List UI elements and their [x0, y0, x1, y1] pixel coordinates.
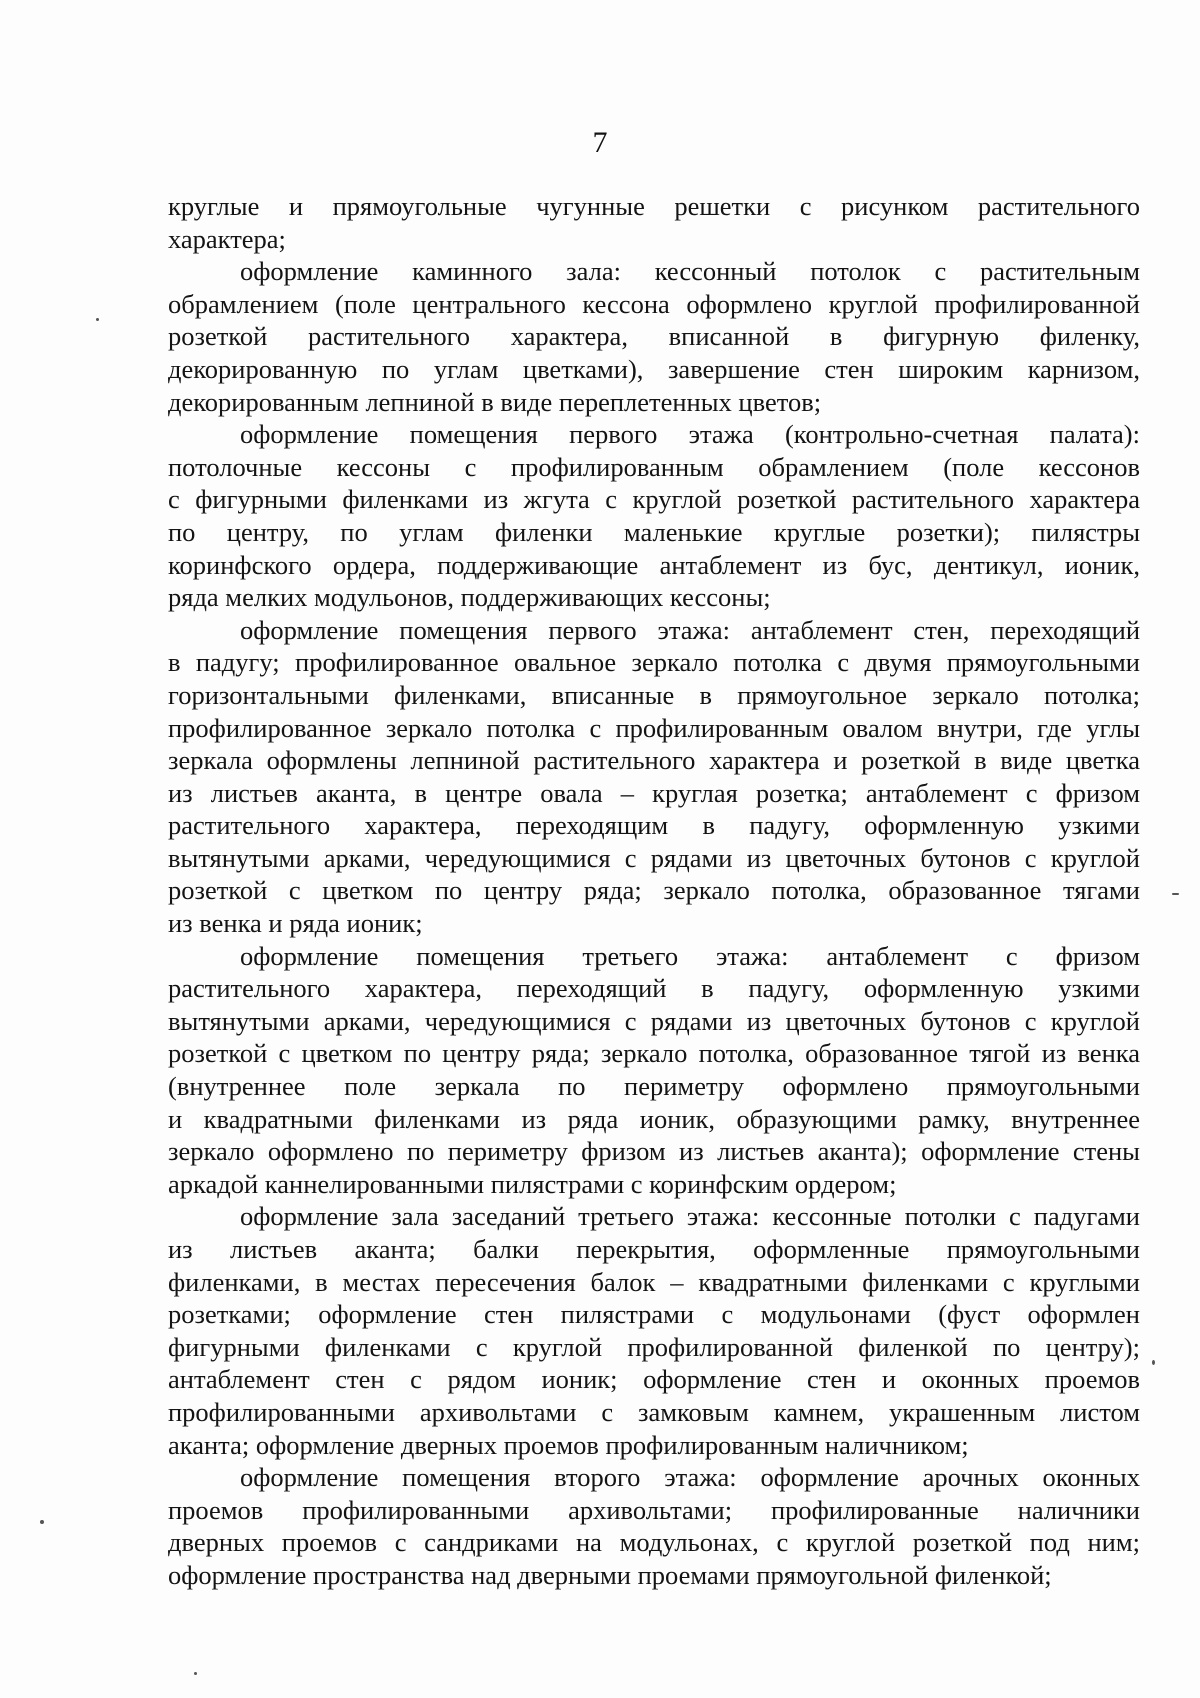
text-line: оформление зала заседаний третьего этажа: кессонные потолки с падугами — [240, 1201, 1140, 1232]
scan-speck — [96, 318, 99, 321]
text-line: обрамлением (поле центрального кессона оформлено круглой профилированной — [168, 288, 1140, 319]
paragraph — [168, 614, 1140, 940]
text-line: растительного характера, переходящий в падугу, оформленную узкими — [168, 973, 1140, 1004]
text-line: профилированными архивольтами с замковым камнем, украшенным листом — [168, 1396, 1140, 1427]
text-line: ряда мелких модульонов, поддерживающих кессоны; — [168, 582, 771, 613]
paragraph — [168, 255, 1140, 418]
text-line: аканта; оформление дверных проемов профилированным наличником; — [168, 1429, 969, 1460]
scan-speck — [194, 1672, 197, 1675]
text-line: оформление каминного зала: кессонный потолок с растительным — [240, 256, 1140, 287]
text-line: проемов профилированными архивольтами; профилированные наличники — [168, 1494, 1140, 1525]
text-line: аркадой каннелированными пилястрами с коринфским ордером; — [168, 1168, 897, 1199]
paragraph — [168, 940, 1140, 1201]
text-line: из листьев аканта, в центре овала – круглая розетка; антаблемент с фризом — [168, 777, 1140, 808]
text-line: оформление помещения второго этажа: оформление арочных оконных — [240, 1462, 1140, 1493]
text-line: потолочные кессоны с профилированным обрамлением (поле кессонов — [168, 451, 1140, 482]
text-line: оформление помещения первого этажа: антаблемент стен, переходящий — [240, 614, 1140, 645]
text-line: из венка и ряда ионик; — [168, 908, 423, 939]
text-line: фигурными филенками с круглой профилированной филенкой по центру); — [168, 1331, 1140, 1362]
text-line: растительного характера, переходящим в падугу, оформленную узкими — [168, 810, 1140, 841]
text-line: в падугу; профилированное овальное зеркало потолка с двумя прямоугольными — [168, 647, 1140, 678]
text-line: декорированным лепниной в виде переплетенных цветов; — [168, 386, 822, 417]
text-line: вытянутыми арками, чередующимися с рядами из цветочных бутонов с круглой — [168, 1005, 1140, 1036]
text-line: розеткой с цветком по центру ряда; зеркало потолка, образованное тягой из венка — [168, 1038, 1140, 1069]
text-line: антаблемент стен с рядом ионик; оформление стен и оконных проемов — [168, 1364, 1140, 1395]
text-line: с фигурными филенками из жгута с круглой розеткой растительного характера — [168, 484, 1140, 515]
text-line: оформление помещения третьего этажа: антаблемент с фризом — [240, 940, 1140, 971]
text-line: характера; — [168, 223, 286, 254]
text-line: горизонтальными филенками, вписанные в прямоугольное зеркало потолка; — [168, 679, 1140, 710]
text-line: оформление пространства над дверными проемами прямоугольной филенкой; — [168, 1559, 1052, 1590]
text-line: зеркало оформлено по периметру фризом из листьев аканта); оформление стены — [168, 1136, 1140, 1167]
text-line: розеткой с цветком по центру ряда; зеркало потолка, образованное тягами — [168, 875, 1140, 906]
document-body — [168, 190, 1140, 1592]
scan-speck — [1152, 1360, 1155, 1365]
text-line: из листьев аканта; балки перекрытия, оформленные прямоугольными — [168, 1234, 1140, 1264]
scan-speck — [1172, 893, 1179, 895]
text-line: филенками, в местах пересечения балок – квадратными филенками с круглыми — [168, 1266, 1140, 1297]
text-line: профилированное зеркало потолка с профилированным овалом внутри, где углы — [168, 712, 1140, 743]
text-line: по центру, по углам филенки маленькие круглые розетки); пилястры — [168, 516, 1140, 547]
text-line: и квадратными филенками из ряда ионик, образующими рамку, внутреннее — [168, 1103, 1140, 1134]
text-line: дверных проемов с сандриками на модульонах, с круглой розеткой под ним; — [168, 1527, 1140, 1558]
text-line: декорированную по углам цветками), завершение стен широким карнизом, — [168, 353, 1140, 384]
text-line: розеткой растительного характера, вписанной в фигурную филенку, — [168, 321, 1140, 352]
text-line: розетками; оформление стен пилястрами с модульонами (фуст оформлен — [168, 1299, 1140, 1330]
text-line: (внутреннее поле зеркала по периметру оформлено прямоугольными — [168, 1071, 1140, 1102]
paragraph — [168, 418, 1140, 614]
page-number: 7 — [592, 126, 608, 159]
scan-speck — [40, 1520, 44, 1524]
text-line: зеркала оформлены лепниной растительного характера и розеткой в виде цветка — [168, 745, 1140, 776]
paragraph — [168, 190, 1140, 255]
text-line: коринфского ордера, поддерживающие антаблемент из бус, дентикул, ионик, — [168, 549, 1140, 580]
paragraph — [168, 1200, 1140, 1461]
text-line: вытянутыми арками, чередующимися с рядами из цветочных бутонов с круглой — [168, 842, 1140, 873]
paragraph — [168, 1461, 1140, 1591]
text-line: оформление помещения первого этажа (контрольно-счетная палата): — [240, 419, 1140, 450]
text-line: круглые и прямоугольные чугунные решетки с рисунком растительного — [168, 191, 1140, 221]
